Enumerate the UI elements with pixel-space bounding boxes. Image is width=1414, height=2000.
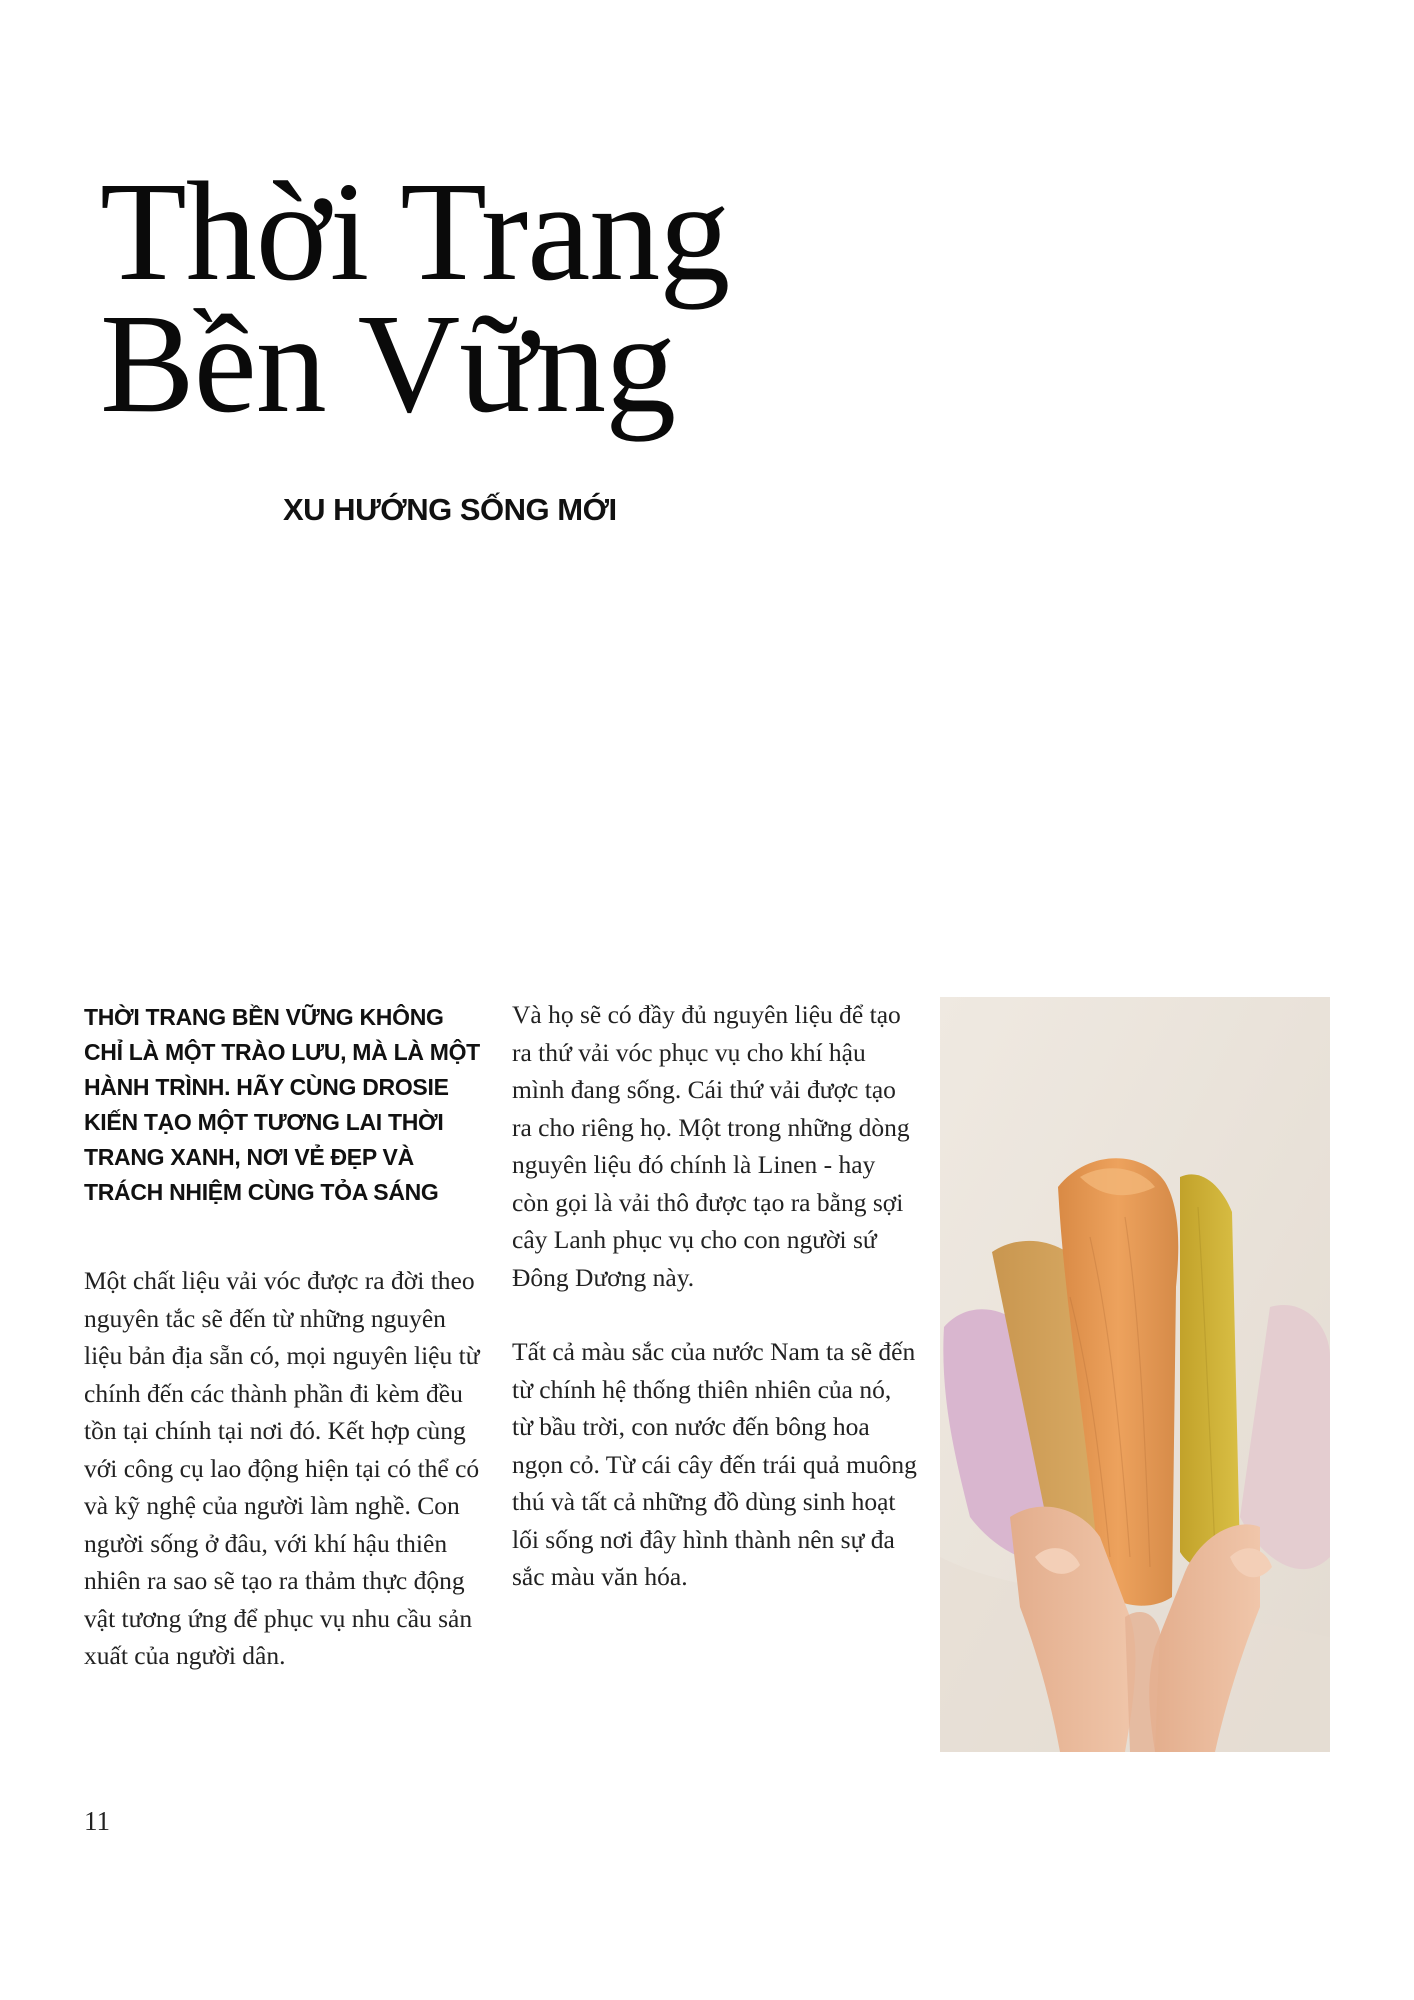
lead-paragraph: THỜI TRANG BỀN VỮNG KHÔNG CHỈ LÀ MỘT TRÀO LƯU, MÀ LÀ MỘT HÀNH TRÌNH. HÃY CÙNG DROSIE KIẾN TẠO MỘT TƯƠNG LAI THỜI TRANG XANH, NƠI VẺ ĐẸP VÀ TRÁCH NHIỆM CÙNG TỎA SÁNG [84,1004,480,1205]
page-number: 11 [84,1806,110,1836]
page-title [100,152,730,442]
linen-fabric-illustration [940,997,1330,1752]
column-2-paragraph-1: Và họ sẽ có đầy đủ nguyên liệu để tạo ra thứ vải vóc phục vụ cho khí hậu mình đang sống. Cái thứ vải được tạo ra cho riêng họ. Một trong những dòng nguyên liệu đó chính là Linen - hay còn gọi là vải thô được tạo ra bằng sợi cây Lanh phục vụ cho con người sứ Đông Dương này. [512,1000,910,1292]
column-1-paragraph: Một chất liệu vải vóc được ra đời theo nguyên tắc sẽ đến từ những nguyên liệu bản địa sẵn có, mọi nguyên liệu từ chính đến các thành phần đi kèm đều tồn tại chính tại nơi đó. Kết hợp cùng với công cụ lao động hiện tại có thể có và kỹ nghệ của người làm nghề. Con người sống ở đâu, với khí hậu thiên nhiên ra sao sẽ tạo ra thảm thực động vật tương ứng để phục vụ nhu cầu sản xuất của người dân. [84,1266,480,1670]
linen-fabric-photo [940,997,1330,1752]
column-2 [512,996,917,1596]
page-title-line-1: Thời Trang [100,152,730,310]
page-subtitle: XU HƯỚNG SỐNG MỚI [283,492,617,527]
column-2-paragraph-2: Tất cả màu sắc của nước Nam ta sẽ đến từ chính hệ thống thiên nhiên của nó, từ bầu trời, con nước đến bông hoa ngọn cỏ. Từ cái cây đến trái quả muông thú và tất cả những đồ dùng sinh hoạt lối sống nơi đây hình thành nên sự đa sắc màu văn hóa. [512,1337,917,1591]
page-title-line-2: Bền Vững [100,284,676,442]
